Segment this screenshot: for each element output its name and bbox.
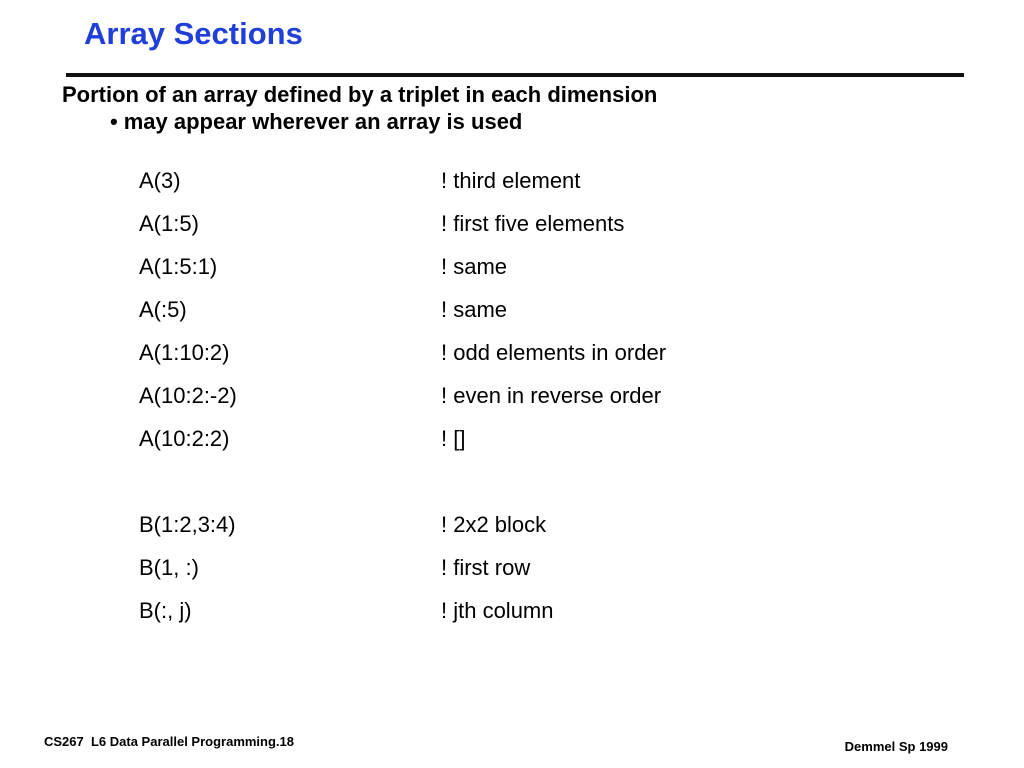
example-expression: A(10:2:2) — [139, 426, 230, 451]
example-comment: ! odd elements in order — [441, 340, 667, 365]
example-row — [139, 424, 899, 467]
example-row — [139, 510, 899, 553]
example-row — [139, 338, 899, 381]
example-comment: ! jth column — [441, 598, 554, 623]
example-comment: ! same — [441, 297, 508, 322]
example-expression: A(1:5) — [139, 211, 199, 236]
example-expression: B(:, j) — [139, 598, 192, 623]
example-row — [139, 596, 899, 639]
footer-course-label: CS267 L6 Data Parallel Programming.18 — [44, 734, 294, 749]
example-expression: A(:5) — [139, 297, 187, 322]
slide-title: Array Sections — [84, 16, 303, 51]
example-expression: A(1:10:2) — [139, 340, 230, 365]
example-comment: ! first five elements — [441, 211, 625, 236]
bullet-text: may appear wherever an array is used — [123, 109, 523, 134]
bullet-point — [110, 109, 522, 135]
example-row — [139, 252, 899, 295]
example-expression: A(3) — [139, 168, 181, 193]
example-expression: A(1:5:1) — [139, 254, 218, 279]
title-divider — [66, 73, 964, 77]
example-comment: ! first row — [441, 555, 531, 580]
bullet-marker: • — [110, 109, 118, 134]
example-comment: ! [] — [441, 426, 466, 451]
example-row — [139, 166, 899, 209]
example-comment: ! same — [441, 254, 508, 279]
example-row — [139, 209, 899, 252]
example-comment: ! third element — [441, 168, 581, 193]
example-row — [139, 295, 899, 338]
example-row — [139, 553, 899, 596]
example-expression: A(10:2:-2) — [139, 383, 237, 408]
examples-list — [139, 166, 899, 639]
example-row — [139, 381, 899, 424]
example-expression: B(1:2,3:4) — [139, 512, 236, 537]
example-comment: ! 2x2 block — [441, 512, 547, 537]
slide-heading: Portion of an array defined by a triplet in each dimension — [62, 82, 658, 107]
example-expression: B(1, :) — [139, 555, 199, 580]
footer-author-label: Demmel Sp 1999 — [844, 739, 948, 754]
example-comment: ! even in reverse order — [441, 383, 662, 408]
